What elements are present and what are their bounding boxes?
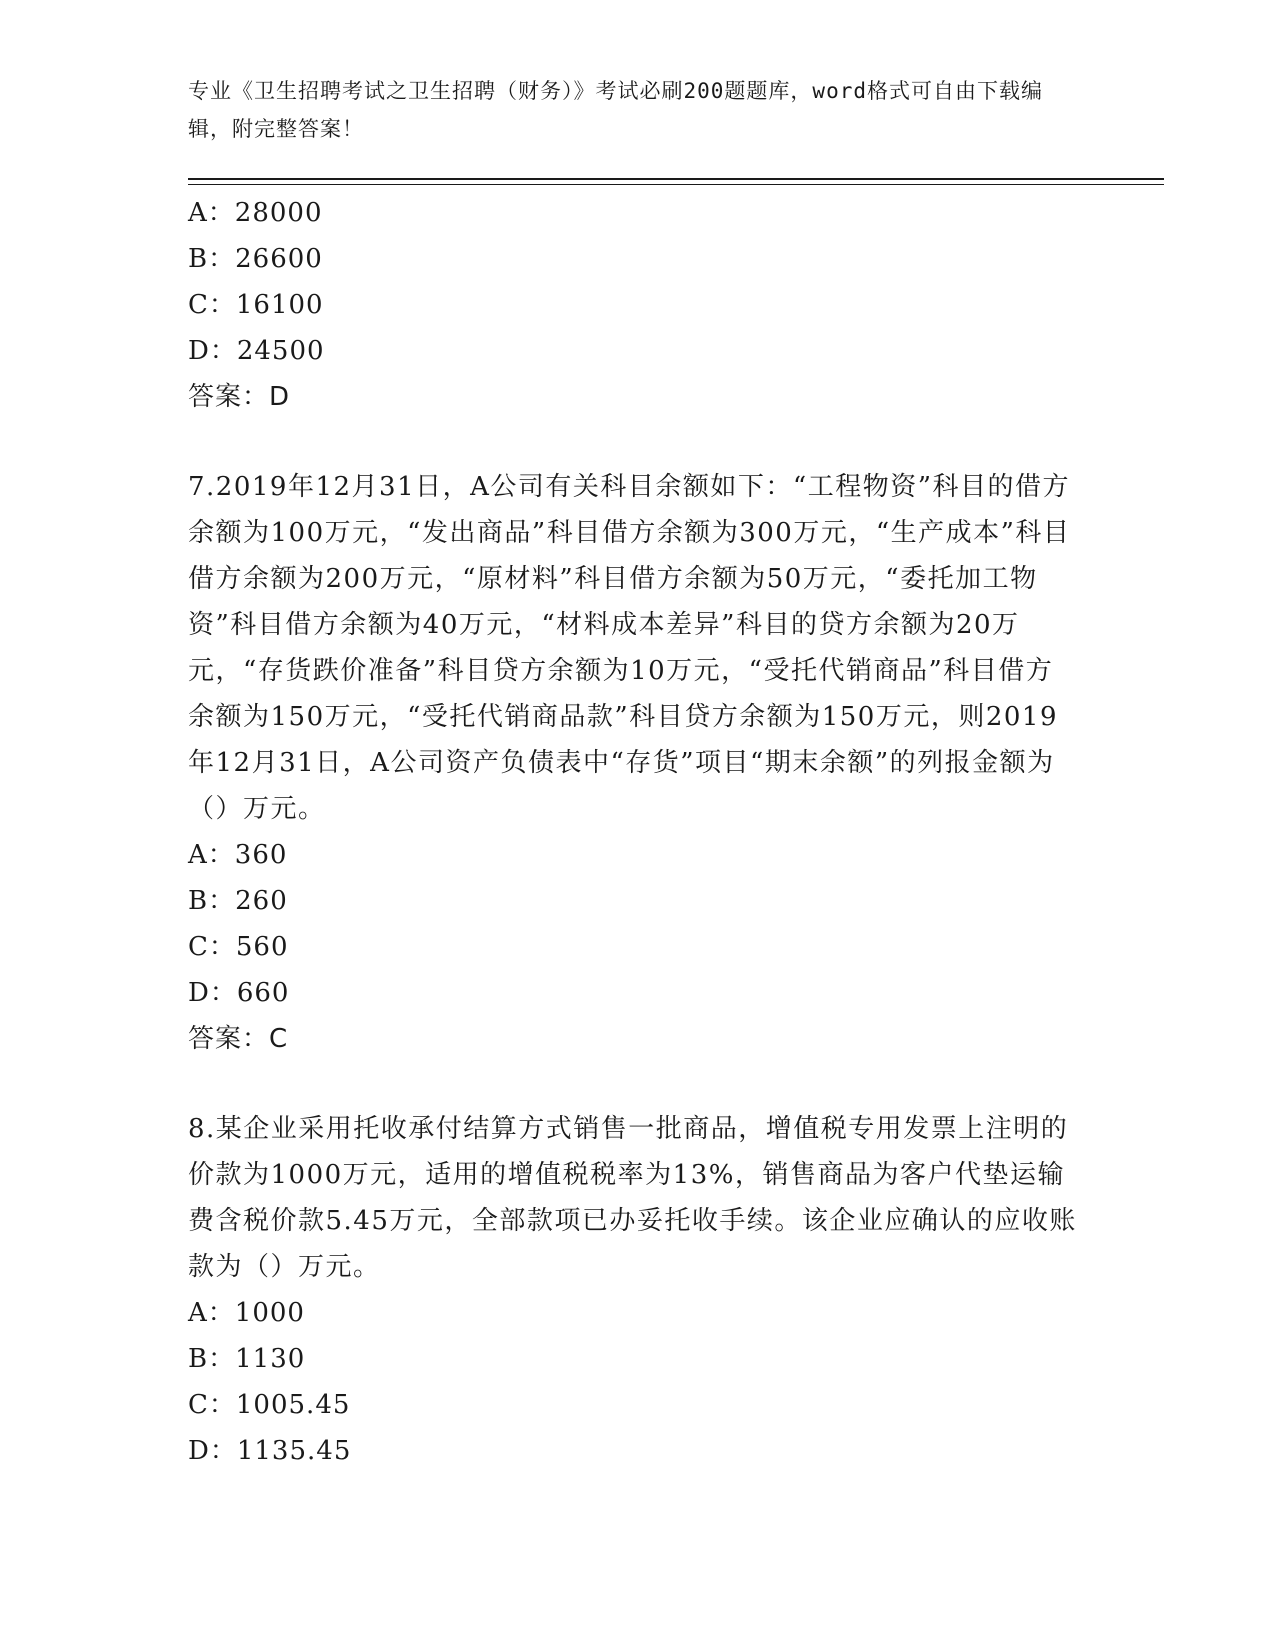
question-text: 7.2019年12月31日，A公司有关科目余额如下：“工程物资”科目的借方余额为100万元，“发出商品”科目借方余额为300万元，“生产成本”科目借方余额为200万元，“原材料”科目借方余额为50万元，“委托加工物资”科目借方余额为40万元，“材料成本差异”科目的贷方余额为20万元，“存货跌价准备”科目贷方余额为10万元，“受托代销商品”科目借方余额为150万元，“受托代销商品款”科目贷方余额为150万元，则2019年12月31日，A公司资产负债表中“存货”项目“期末余额”的列报金额为（）万元。 (188, 472, 1071, 824)
option-b: B：1130 (188, 1344, 306, 1374)
option-a: A：28000 (188, 198, 323, 228)
option-b: B：26600 (188, 244, 323, 274)
option-b: B：260 (188, 886, 288, 916)
header-divider-thin (188, 184, 1164, 185)
question-block-8 (188, 1106, 1078, 1474)
option-c: C：1005.45 (188, 1390, 351, 1420)
question-list (188, 190, 1078, 1474)
document-header: 专业《卫生招聘考试之卫生招聘（财务）》考试必刷200题题库，word格式可自由下载编辑，附完整答案！ (188, 79, 1043, 141)
question-block-6-tail (188, 190, 1078, 420)
option-d: D：660 (188, 978, 290, 1008)
question-block-7 (188, 464, 1078, 1062)
header-divider-thick (188, 178, 1164, 180)
question-text: 8.某企业采用托收承付结算方式销售一批商品，增值税专用发票上注明的价款为1000万元，适用的增值税税率为13%，销售商品为客户代垫运输费含税价款5.45万元，全部款项已办妥托收手续。该企业应确认的应收账款为（）万元。 (188, 1114, 1077, 1282)
answer-line: 答案：D (188, 382, 291, 412)
option-d: D：24500 (188, 336, 325, 366)
option-d: D：1135.45 (188, 1436, 352, 1466)
option-c: C：16100 (188, 290, 324, 320)
option-a: A：1000 (188, 1298, 305, 1328)
option-c: C：560 (188, 932, 289, 962)
answer-line: 答案：C (188, 1024, 289, 1054)
option-a: A：360 (188, 840, 288, 870)
